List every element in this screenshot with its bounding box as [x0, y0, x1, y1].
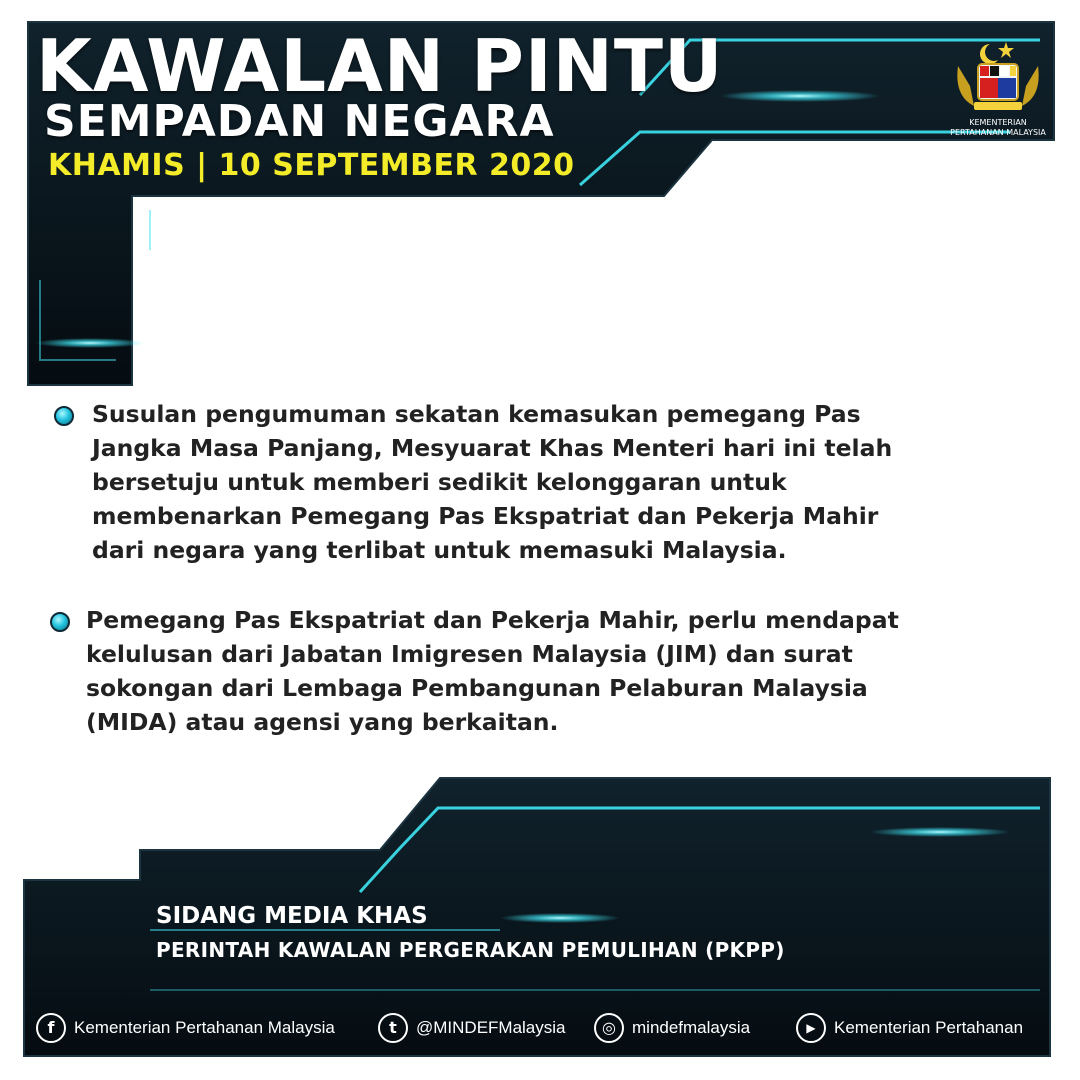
footer-title: SIDANG MEDIA KHAS: [156, 903, 428, 929]
twitter-icon: t: [378, 1013, 408, 1043]
footer-subtitle: PERINTAH KAWALAN PERGERAKAN PEMULIHAN (PKPP): [156, 938, 785, 962]
social-youtube[interactable]: [796, 1012, 1023, 1044]
instagram-icon: ◎: [594, 1013, 624, 1043]
ministry-crest-icon: [950, 36, 1046, 116]
social-label: Kementerian Pertahanan Malaysia: [74, 1018, 335, 1037]
social-label: @MINDEFMalaysia: [416, 1018, 566, 1037]
date-label: KHAMIS | 10 SEPTEMBER 2020: [48, 148, 575, 183]
title-line-2: SEMPADAN NEGARA: [44, 96, 555, 147]
bullet-text-2: Pemegang Pas Ekspatriat dan Pekerja Mahir, perlu mendapat kelulusan dari Jabatan Imigresen Malaysia (JIM) dan surat sokongan dari Lembaga Pembangunan Pelaburan Malaysia (MIDA) atau agensi yang berkaitan.: [86, 606, 899, 736]
youtube-icon: ▶: [796, 1013, 826, 1043]
bullet-icon: [50, 612, 70, 632]
title-line-1: KAWALAN PINTU: [36, 24, 724, 108]
social-facebook[interactable]: [36, 1012, 335, 1044]
ministry-label-line-1: KEMENTERIAN: [969, 118, 1027, 127]
ministry-label: [948, 118, 1048, 138]
social-label: mindefmalaysia: [632, 1018, 751, 1037]
social-twitter[interactable]: [378, 1012, 566, 1044]
social-instagram[interactable]: [594, 1012, 750, 1044]
ministry-label-line-2: PERTAHANAN MALAYSIA: [950, 128, 1046, 137]
bullet-icon: [54, 406, 74, 426]
social-label: Kementerian Pertahanan: [834, 1018, 1024, 1037]
bullet-text-1: Susulan pengumuman sekatan kemasukan pemegang Pas Jangka Masa Panjang, Mesyuarat Khas Menteri hari ini telah bersetuju untuk memberi sedikit kelonggaran untuk membenarkan Pemegang Pas Ekspatriat dan Pekerja Mahir dari negara yang terlibat untuk memasuki Malaysia.: [92, 400, 893, 564]
facebook-icon: f: [36, 1013, 66, 1043]
